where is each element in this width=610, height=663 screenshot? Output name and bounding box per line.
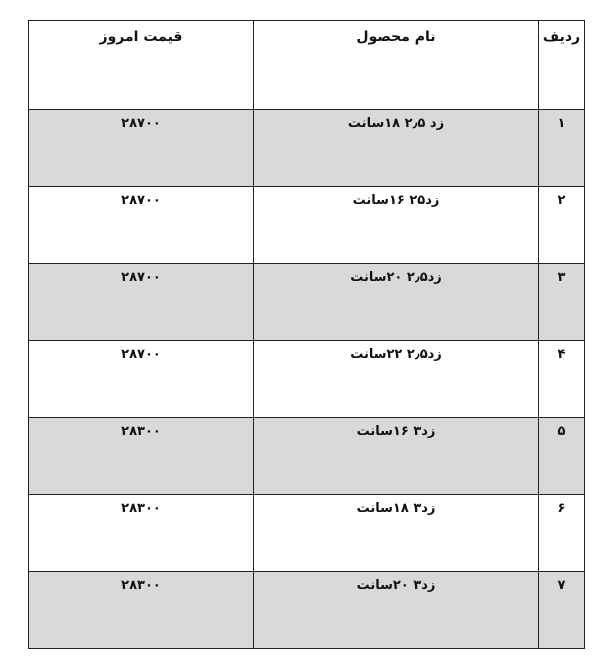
table-row <box>29 572 585 649</box>
price-table <box>28 20 585 649</box>
header-row-number: ردیف <box>539 21 585 110</box>
product-name-cell: زد ۲٫۵ ۱۸سانت <box>254 110 539 187</box>
product-name-cell: زد۲٫۵ ۲۰سانت <box>254 264 539 341</box>
row-number-cell: ۴ <box>539 341 585 418</box>
row-number-cell: ۶ <box>539 495 585 572</box>
row-number-cell: ۷ <box>539 572 585 649</box>
price-cell: ۲۸۷۰۰ <box>29 187 254 264</box>
price-cell: ۲۸۷۰۰ <box>29 110 254 187</box>
row-number-cell: ۱ <box>539 110 585 187</box>
price-cell: ۲۸۳۰۰ <box>29 572 254 649</box>
row-number-cell: ۲ <box>539 187 585 264</box>
row-number-cell: ۳ <box>539 264 585 341</box>
price-cell: ۲۸۷۰۰ <box>29 341 254 418</box>
product-name-cell: زد۳ ۱۸سانت <box>254 495 539 572</box>
table-header-row <box>29 21 585 110</box>
table-row <box>29 495 585 572</box>
product-name-cell: زد۲٫۵ ۲۲سانت <box>254 341 539 418</box>
table-row <box>29 110 585 187</box>
table-row <box>29 187 585 264</box>
table-row <box>29 341 585 418</box>
header-price: قیمت امروز <box>29 21 254 110</box>
row-number-cell: ۵ <box>539 418 585 495</box>
price-cell: ۲۸۳۰۰ <box>29 418 254 495</box>
product-name-cell: زد۳ ۲۰سانت <box>254 572 539 649</box>
product-name-cell: زد۲۵ ۱۶سانت <box>254 187 539 264</box>
price-cell: ۲۸۷۰۰ <box>29 264 254 341</box>
price-cell: ۲۸۳۰۰ <box>29 495 254 572</box>
header-product-name: نام محصول <box>254 21 539 110</box>
table-row <box>29 418 585 495</box>
table-row <box>29 264 585 341</box>
product-name-cell: زد۳ ۱۶سانت <box>254 418 539 495</box>
